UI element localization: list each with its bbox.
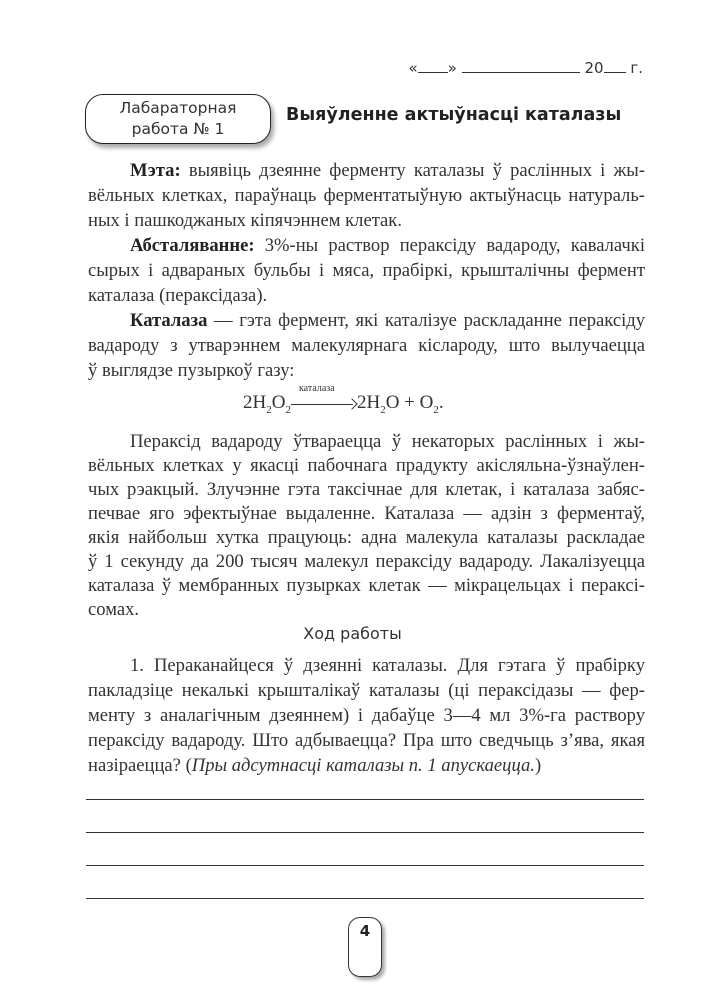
paragraph-line: якія найбольш хутка працуюць: адна малекула каталазы раскладае (88, 527, 645, 548)
step-line: менту з аналагічным дзеяннем) і дабаўце 3—4 мл 3%-га раствору (88, 705, 645, 726)
reaction-arrow-icon (291, 382, 357, 409)
chemical-equation: $2H_2O_2$ каталаза $2H_2O + O_2$. (243, 382, 444, 416)
catalase-text: — гэта фермент, які каталізуе раскладанне пераксіду (214, 310, 645, 331)
step-line: 1. Пераканайцеся ў дзеянні каталазы. Для гэтага ў прабірку (130, 655, 645, 676)
paragraph-line: печвае яго эфектыўнае выдаленне. Каталаза — адзін з ферментаў, (88, 503, 645, 524)
catalyst-label: каталаза (298, 382, 335, 394)
equipment-line: каталаза (пераксідаза). (88, 285, 268, 306)
date-field[interactable] (409, 58, 643, 77)
equipment-text: 3%-ны раствор пераксіду вадароду, кавалачкі (264, 235, 645, 256)
paragraph-line: сомах. (88, 599, 140, 620)
goal-line: вёльных клетках, параўнаць ферментатыўную актыўнасць натураль- (88, 185, 645, 206)
year-suffix: г. (630, 59, 643, 77)
catalase-line (130, 310, 645, 332)
equipment-line (130, 235, 645, 257)
year-prefix: 20 (584, 59, 604, 77)
paragraph-line: вёльных клетках у якасці пабочнага прадукту акісляльна-ўзнаўлен- (88, 455, 645, 476)
paragraph-line: чых рэакцый. Злучэнне гэта таксічнае для клетак, і каталаза забяс- (88, 479, 645, 500)
catalase-line: вадароду з утварэннем малекулярнага кіслароду, што вылучаецца (88, 335, 645, 356)
answer-line[interactable] (86, 898, 644, 899)
goal-label: Мэта: (130, 160, 181, 181)
year-blank[interactable] (604, 58, 626, 73)
paragraph-line: каталаза ў мембранных пузырках клетак — мікрацельцах і пераксі- (88, 575, 645, 596)
lab-badge-line1: Лабараторная (119, 99, 237, 117)
date-quote-close: » (447, 59, 457, 77)
catalase-label: Каталаза (130, 310, 208, 331)
page-title: Выяўленне актыўнасці каталазы (286, 105, 622, 125)
goal-line (130, 160, 645, 182)
answer-line[interactable] (86, 832, 644, 833)
date-quote-open: « (408, 59, 418, 77)
step-note: Пры адсутнасці каталазы п. 1 апускаецца. (191, 755, 535, 776)
goal-line: ных і пашкоджаных кіпячэннем клетак. (88, 210, 402, 231)
lab-badge-line2: работа № 1 (131, 120, 225, 138)
procedure-heading: Ход работы (303, 624, 402, 643)
page-number: 4 (348, 917, 382, 977)
paragraph-line: Пераксід вадароду ўтвараецца ў некаторых раслінных і жы- (130, 431, 645, 452)
day-blank[interactable] (418, 58, 448, 73)
lab-work-badge (85, 94, 271, 144)
catalase-line: ў выглядзе пузыркоў газу: (88, 360, 295, 381)
step-line: пакладзіце некалькі крышталікаў каталазы (ці пераксідазы — фер- (88, 680, 645, 701)
paragraph-line: ў 1 секунду да 200 тысяч малекул пераксіду вадароду. Лакалізуецца (88, 551, 645, 572)
month-blank[interactable] (462, 58, 580, 73)
goal-text: выявіць дзеянне ферменту каталазы ў раслінных і жы- (188, 160, 645, 181)
equipment-label: Абсталяванне: (130, 235, 255, 256)
equipment-line: сырых і адвараных бульбы і мяса, прабіркі, крышталічны фермент (88, 260, 645, 281)
answer-line[interactable] (86, 865, 644, 866)
answer-line[interactable] (86, 799, 644, 800)
step-line: пераксіду вадароду. Што адбываецца? Пра што сведчыць з’ява, якая (88, 730, 645, 751)
step-line: назіраецца? (Пры адсутнасці каталазы п. 1 апускаецца.) (88, 755, 542, 776)
